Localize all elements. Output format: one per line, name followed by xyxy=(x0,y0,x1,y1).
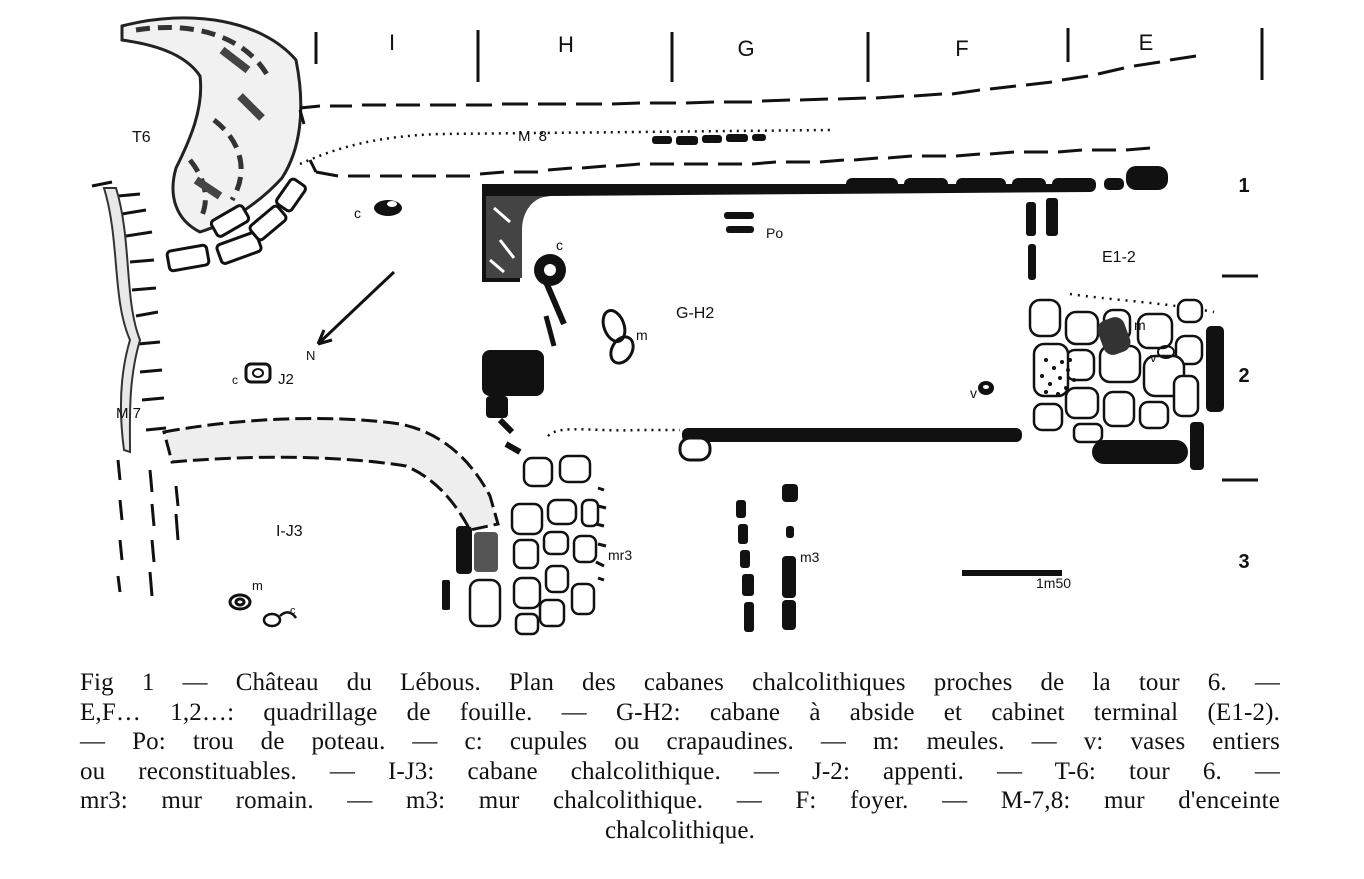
grid-column-label-g: G xyxy=(737,36,755,61)
north-arrow xyxy=(318,272,394,344)
label-chalco-wall: m3 xyxy=(800,549,820,565)
cupule-j2 xyxy=(246,364,270,382)
grid-column-label-f: F xyxy=(955,36,969,61)
caption-line: ou reconstituables. — I-J3: cabane chalcolithique. — J-2: appenti. — T-6: tour 6. — xyxy=(80,757,1280,785)
terminal-room-e1-2-walls xyxy=(1026,198,1058,280)
label-post-hole: Po xyxy=(766,225,784,241)
cupule-near-tower xyxy=(374,200,402,216)
label-millstone-ij3: m xyxy=(252,578,263,593)
label-millstone-e2: m xyxy=(1134,317,1146,333)
millstones-gh2 xyxy=(599,308,638,368)
label-hut-ij3: I-J3 xyxy=(276,523,303,540)
millstone-ij3 xyxy=(230,595,250,609)
hut-gh2-interior xyxy=(486,196,710,460)
grid-column-ticks xyxy=(316,28,1262,82)
vase-f2 xyxy=(978,381,994,395)
label-wall-m7: M 7 xyxy=(116,405,142,422)
wall-m7 xyxy=(92,182,178,596)
grid-column-label-e: E xyxy=(1138,30,1154,55)
wall-m8 xyxy=(300,56,1196,176)
label-scale: 1m50 xyxy=(1036,575,1072,591)
label-cupule-j2: c xyxy=(232,373,238,387)
grid-row-label-3: 3 xyxy=(1238,551,1250,573)
label-lean-to-j2: J2 xyxy=(278,371,294,388)
hut-ij3-wall xyxy=(164,418,498,530)
grid-column-label-i: I xyxy=(388,30,396,55)
grid-row-label-1: 1 xyxy=(1238,175,1250,197)
caption-line: Fig 1 — Château du Lébous. Plan des cabanes chalcolithiques proches de la tour 6. — xyxy=(80,669,1280,696)
label-tower-t6: T6 xyxy=(132,129,151,146)
figure-caption xyxy=(80,668,1280,845)
chalco-wall-m3 xyxy=(736,484,798,632)
grid-column-label-h: H xyxy=(558,32,574,57)
label-vase-f2: v xyxy=(970,385,977,401)
label-vase-e2: v xyxy=(1150,350,1157,365)
caption-line: — Po: trou de poteau. — c: cupules ou crapaudines. — m: meules. — v: vases entiers xyxy=(80,728,1280,755)
label-millstone-gh2: m xyxy=(636,327,648,343)
caption-line: E,F… 1,2…: quadrillage de fouille. — G-H2: cabane à abside et cabinet terminal (E1-2). xyxy=(80,698,1280,726)
caption-line: mr3: mur romain. — m3: mur chalcolithique. — F: foyer. — M-7,8: mur d'enceinte xyxy=(80,787,1280,814)
label-terminal-room: E1-2 xyxy=(1102,249,1136,266)
label-cupule-2: c xyxy=(556,237,563,253)
label-cupule-1: c xyxy=(354,205,361,221)
label-north: N xyxy=(306,348,316,363)
post-hole-po xyxy=(724,212,754,233)
caption-line: chalcolithique. xyxy=(604,816,756,844)
wall-m8-dark-stones xyxy=(652,134,766,145)
tower-t6 xyxy=(122,18,301,232)
label-wall-m8: M 8 xyxy=(518,128,550,145)
label-roman-wall: mr3 xyxy=(608,547,633,563)
wall-m8-dotted-line xyxy=(300,130,830,164)
cupule-gh2 xyxy=(534,254,566,346)
grid-row-label-2: 2 xyxy=(1238,365,1250,387)
label-cupule-ij3: c xyxy=(290,605,296,617)
label-hut-gh2: G-H2 xyxy=(676,305,715,322)
